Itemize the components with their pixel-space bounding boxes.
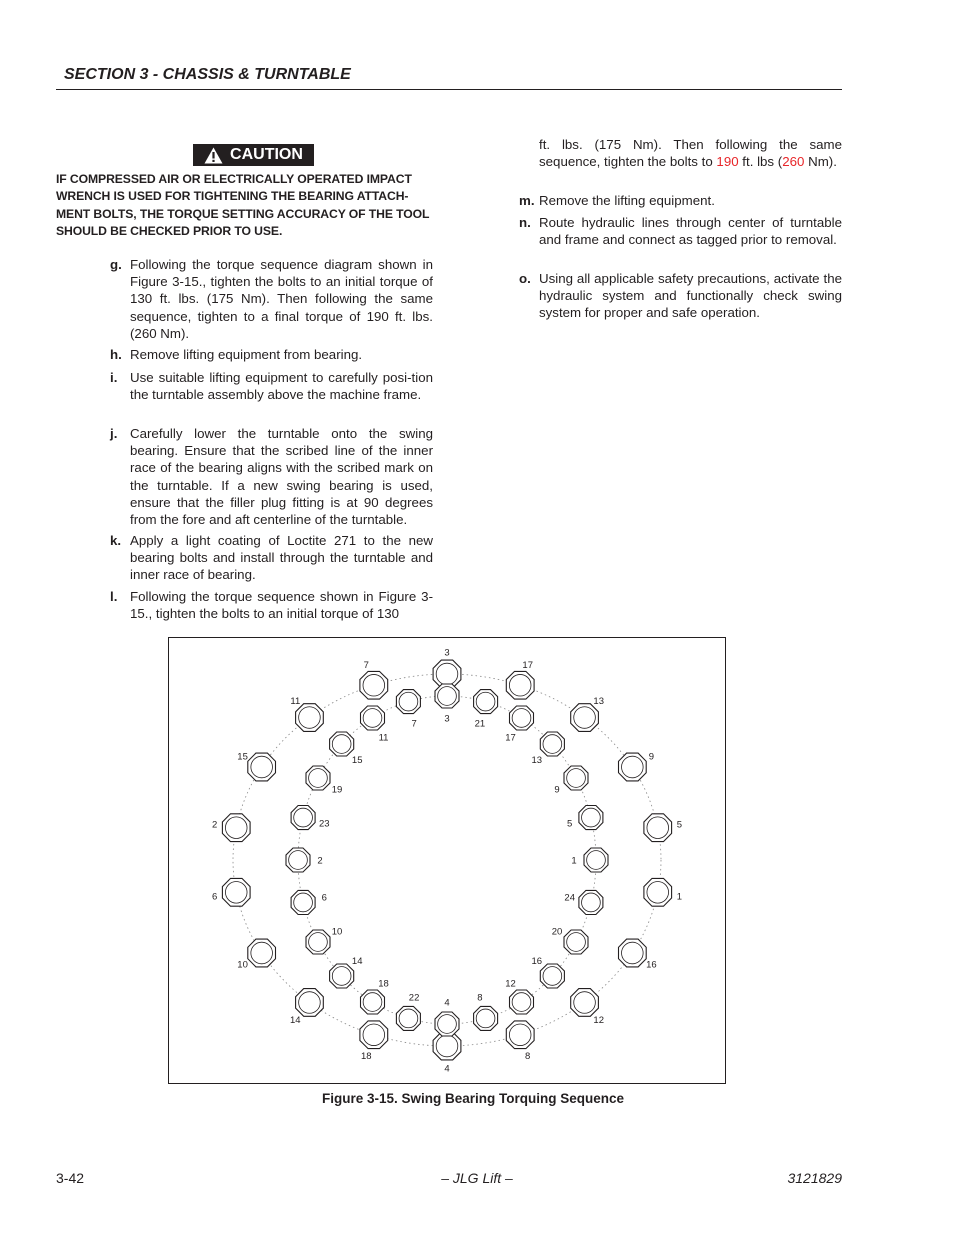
- outer-ring-bolt-label: 3: [444, 647, 450, 659]
- step-text: Remove lifting equipment from bearing.: [130, 347, 363, 362]
- outer-ring-bolt-label: 18: [361, 1051, 372, 1062]
- caution-label: CAUTION: [230, 146, 303, 163]
- outer-ring-bolt: [644, 878, 672, 906]
- document-number: 3121829: [787, 1170, 842, 1186]
- inner-ring-bolt: [286, 848, 310, 872]
- step-letter: j.: [110, 426, 118, 441]
- step-text: Using all applicable safety precautions, activate the hydraulic system and functionally check swing system for proper and safe operation.: [539, 271, 842, 321]
- inner-ring-bolt-label: 11: [378, 732, 389, 744]
- outer-ring-bolt: [619, 753, 647, 781]
- section-title: SECTION 3 - CHASSIS & TURNTABLE: [64, 66, 351, 83]
- inner-ring-bolt-label: 6: [321, 892, 327, 904]
- outer-ring-bolt: [360, 1021, 388, 1049]
- step-text: Route hydraulic lines through center of turntable and frame and connect as tagged prior to removal.: [539, 215, 842, 248]
- inner-ring-bolt-label: 24: [564, 892, 575, 904]
- figure-frame: [168, 637, 726, 1084]
- outer-ring-bolt-label: 17: [522, 660, 533, 671]
- outer-ring-bolt-label: 11: [290, 696, 301, 708]
- footer-publisher: – JLG Lift –: [441, 1170, 513, 1186]
- inner-ring-bolt: [584, 848, 608, 872]
- inner-ring-bolt-label: 15: [351, 755, 363, 767]
- outer-ring-bolt-label: 4: [444, 1063, 450, 1075]
- inner-ring-bolt: [361, 706, 385, 730]
- outer-ring-bolt-label: 15: [237, 751, 248, 763]
- inner-ring-bolt: [361, 990, 385, 1014]
- caution-badge: [193, 144, 314, 166]
- inner-ring-bolt-label: 12: [505, 978, 516, 990]
- outer-ring-bolt: [571, 989, 599, 1017]
- inner-ring-bolt-label: 14: [351, 955, 363, 967]
- inner-ring-bolt: [540, 964, 564, 988]
- step-letter: l.: [110, 589, 118, 604]
- step-text: Apply a light coating of Loctite 271 to the new bearing bolts and install through the turntable and inner race of bearing.: [130, 533, 433, 583]
- warning-triangle-icon: [204, 147, 223, 164]
- step-letter: h.: [110, 347, 122, 362]
- outer-ring-bolt: [248, 753, 276, 781]
- step-text: Remove the lifting equipment.: [539, 193, 715, 208]
- outer-ring-bolt-label: 12: [593, 1014, 604, 1026]
- inner-ring-bolt-label: 7: [411, 718, 417, 730]
- step-letter: o.: [519, 271, 531, 286]
- outer-ring-bolt: [571, 704, 599, 732]
- outer-ring-bolt-label: 7: [363, 660, 369, 671]
- outer-ring-bolt: [506, 1021, 534, 1049]
- inner-ring-bolt-label: 18: [378, 978, 389, 990]
- step-text: Carefully lower the turntable onto the swing bearing. Ensure that the scribed line of the inner race of the bearing aligns with the scribed mark on the turntable. If a new swing bearing is used, ensure that the filler plug fitting is at 90 degrees from the fore and aft centerline of the turntable.: [130, 426, 433, 528]
- inner-ring-bolt-label: 9: [554, 784, 560, 796]
- outer-ring-bolt: [360, 671, 388, 699]
- inner-ring-bolt: [291, 806, 315, 830]
- inner-ring-bolt: [306, 930, 330, 954]
- caution-text: IF COMPRESSED AIR OR ELECTRICALLY OPERATED IMPACT WRENCH IS USED FOR TIGHTENING THE BEARING ATTACH-MENT BOLTS, THE TORQUE SETTING ACCURACY OF THE TOOL SHOULD BE CHECKED PRIOR TO USE.: [56, 172, 430, 239]
- inner-ring-bolt: [474, 690, 498, 714]
- step-letter: n.: [519, 215, 531, 230]
- outer-ring-bolt: [222, 878, 250, 906]
- outer-ring-bolt-label: 8: [525, 1051, 531, 1062]
- outer-ring-bolt: [296, 704, 324, 732]
- inner-ring-bolt-label: 2: [317, 855, 323, 867]
- inner-ring-bolt-label: 3: [444, 713, 450, 725]
- step-letter: m.: [519, 193, 535, 208]
- step-letter: k.: [110, 533, 122, 548]
- inner-ring-bolt: [306, 766, 330, 790]
- outer-ring-bolt-label: 16: [646, 959, 657, 971]
- inner-ring-bolt: [564, 930, 588, 954]
- inner-ring-bolt-label: 10: [331, 926, 343, 938]
- inner-ring-bolt: [396, 690, 420, 714]
- inner-ring-bolt-label: 21: [474, 718, 486, 730]
- inner-ring-bolt-label: 13: [531, 755, 543, 767]
- inner-ring-bolt-label: 20: [551, 926, 563, 938]
- bolt-torque-diagram: [169, 638, 725, 1083]
- inner-ring-bolt: [330, 964, 354, 988]
- outer-ring-bolt-label: 6: [211, 891, 218, 903]
- inner-ring-bolt: [510, 990, 534, 1014]
- outer-ring-bolt: [222, 814, 250, 842]
- step-letter: g.: [110, 257, 122, 272]
- inner-ring-bolt: [474, 1006, 498, 1030]
- outer-ring-bolt: [248, 939, 276, 967]
- outer-ring-bolt-label: 2: [211, 819, 218, 831]
- outer-ring-bolt-label: 13: [593, 696, 604, 708]
- outer-ring-bolt-label: 14: [290, 1014, 301, 1026]
- inner-ring-bolt: [510, 706, 534, 730]
- inner-ring-bolt-label: 8: [477, 992, 483, 1004]
- inner-ring-bolt: [579, 806, 603, 830]
- outer-ring-bolt-label: 9: [648, 751, 655, 763]
- inner-ring-bolt-label: 4: [444, 997, 450, 1009]
- outer-ring-bolt: [619, 939, 647, 967]
- inner-ring-bolt-label: 17: [505, 732, 516, 744]
- step-text: Use suitable lifting equipment to carefully posi-tion the turntable assembly above the machine frame.: [130, 370, 433, 403]
- step-text: Following the torque sequence diagram shown in Figure 3-15., tighten the bolts to an initial torque of 130 ft. lbs. (175 Nm). Then following the same sequence, tighten to a final torque of 190 ft. lbs. (260 Nm).: [130, 257, 433, 341]
- step-text: ft. lbs. (175 Nm). Then following the same sequence, tighten the bolts to 190 ft. lbs (260 Nm).: [539, 137, 842, 170]
- inner-ring-bolt: [396, 1006, 420, 1030]
- outer-ring-bolt-label: 5: [676, 819, 683, 831]
- inner-ring-bolt: [564, 766, 588, 790]
- inner-ring-bolt-label: 19: [331, 784, 343, 796]
- page-number: 3-42: [56, 1170, 85, 1186]
- step-letter: i.: [110, 370, 118, 385]
- inner-ring-bolt-label: 22: [408, 992, 420, 1004]
- inner-ring-bolt-label: 5: [567, 818, 573, 830]
- outer-ring-bolt: [296, 989, 324, 1017]
- inner-ring-bolt: [579, 890, 603, 914]
- inner-ring-bolt-label: 23: [319, 818, 330, 830]
- inner-ring-bolt: [435, 684, 459, 708]
- step-text: Following the torque sequence shown in Figure 3-15., tighten the bolts to an initial torque of 130: [130, 589, 433, 622]
- figure-caption: Figure 3-15. Swing Bearing Torquing Sequence: [321, 1091, 625, 1106]
- outer-ring-bolt: [644, 814, 672, 842]
- inner-ring-bolt: [435, 1012, 459, 1036]
- torque-value-ftlbs: 190: [716, 154, 739, 170]
- outer-ring-bolt-label: 10: [237, 959, 248, 971]
- outer-ring-bolt: [506, 671, 534, 699]
- torque-value-nm: 260: [782, 154, 805, 170]
- header-rule: [56, 89, 842, 90]
- inner-ring-bolt: [291, 890, 315, 914]
- inner-ring-bolt-label: 16: [531, 955, 543, 967]
- inner-ring-bolt-label: 1: [571, 855, 577, 867]
- inner-ring-bolt: [540, 732, 564, 756]
- outer-ring-bolt-label: 1: [676, 891, 683, 903]
- inner-ring-bolt: [330, 732, 354, 756]
